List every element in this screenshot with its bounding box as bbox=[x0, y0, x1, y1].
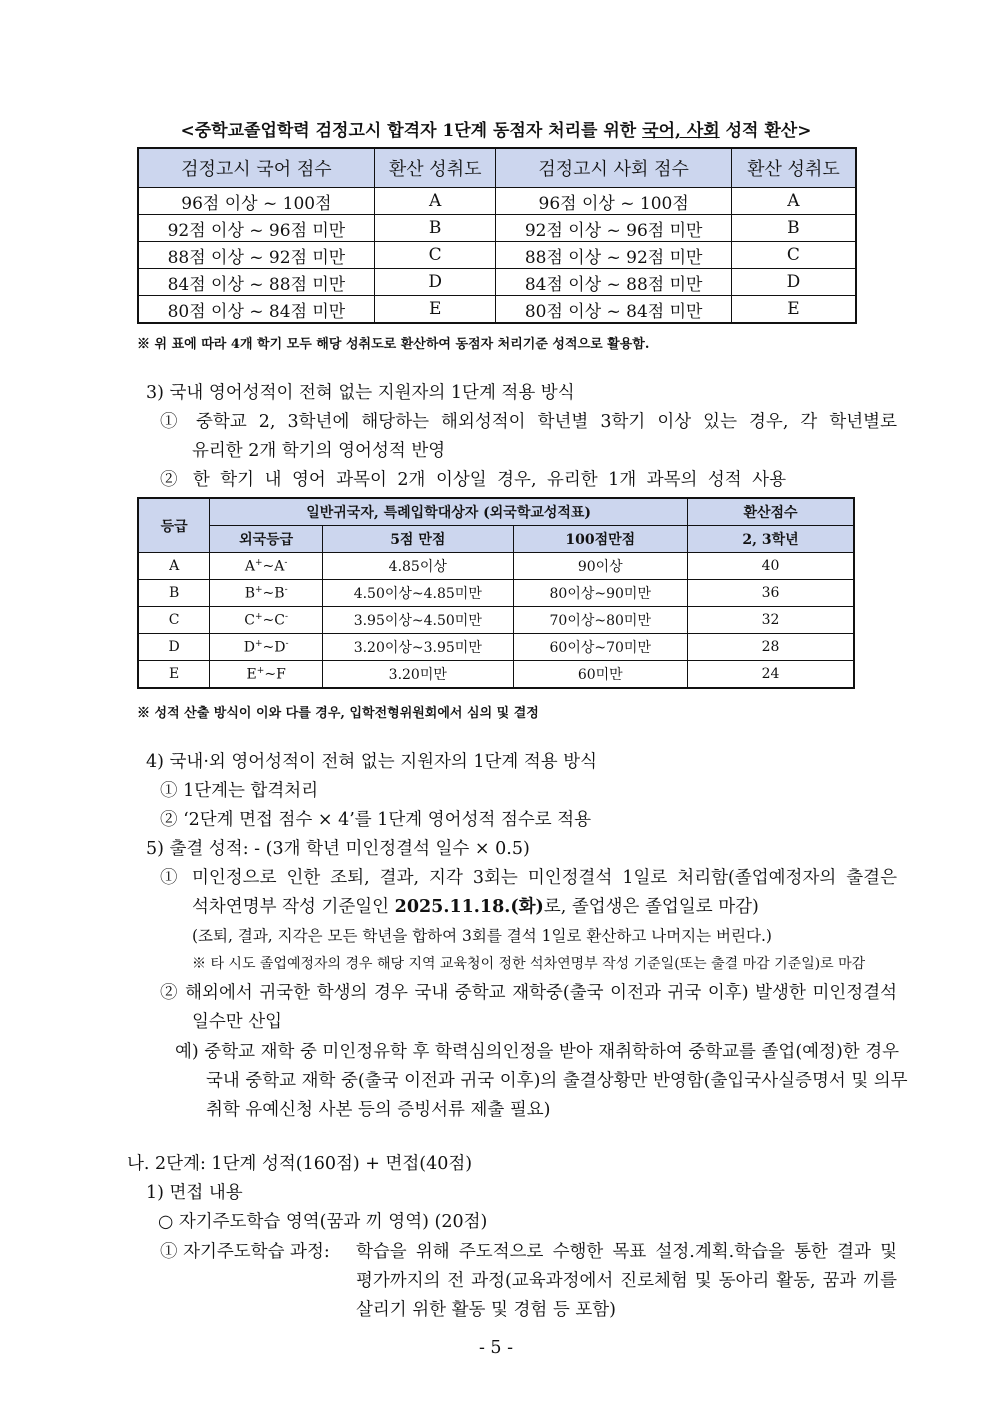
col-header-year: 2, 3학년 bbox=[688, 526, 855, 553]
section5-item1-cont: 석차연명부 작성 기준일인 2025.11.18.(화)로, 졸업생은 졸업일로 마감) bbox=[192, 897, 759, 917]
table-row bbox=[138, 269, 856, 296]
table-cell: D bbox=[731, 269, 856, 296]
table-cell: E+~F bbox=[210, 661, 323, 689]
table-cell: 84점 이상 ~ 88점 미만 bbox=[496, 269, 731, 296]
table-cell: 3.95이상~4.50미만 bbox=[323, 607, 513, 634]
section5-heading: 5) 출결 성적: - (3개 학년 미인정결석 일수 × 0.5) bbox=[146, 839, 530, 859]
table-cell: B bbox=[731, 215, 856, 242]
col-header-grade: 등급 bbox=[138, 498, 210, 553]
table-row bbox=[138, 188, 856, 215]
section3-item1: ① 중학교 2, 3학년에 해당하는 해외성적이 학년별 3학기 이상 있는 경우, 각 학년별로 bbox=[160, 412, 897, 432]
table-cell: 60이상~70미만 bbox=[513, 634, 687, 661]
page-number: - 5 - bbox=[478, 1338, 514, 1358]
table-cell: 96점 이상 ~ 100점 bbox=[496, 188, 731, 215]
table-cell: 96점 이상 ~ 100점 bbox=[138, 188, 374, 215]
table-row bbox=[138, 215, 856, 242]
col-header: 검정고시 국어 점수 bbox=[138, 148, 374, 188]
table2-note: ※ 성적 산출 방식이 이와 다를 경우, 입학전형위원회에서 심의 및 결정 bbox=[137, 706, 539, 721]
table-cell: A bbox=[374, 188, 496, 215]
section5-example-cont2: 취학 유예신청 사본 등의 증빙서류 제출 필요) bbox=[206, 1100, 551, 1120]
table-cell: 4.50이상~4.85미만 bbox=[323, 580, 513, 607]
table-cell: 36 bbox=[688, 580, 855, 607]
table-cell: 40 bbox=[688, 553, 855, 580]
table-cell: A bbox=[138, 553, 210, 580]
section3-item1-cont: 유리한 2개 학기의 영어성적 반영 bbox=[192, 441, 446, 461]
section5-item1: ① 미인정으로 인한 조퇴, 결과, 지각 3회는 미인정결석 1일로 처리함(졸업예정자의 출결은 bbox=[160, 868, 897, 888]
col-header: 환산 성취도 bbox=[731, 148, 856, 188]
col-header-group: 일반귀국자, 특례입학대상자 (외국학교성적표) bbox=[210, 498, 688, 526]
section5-item1-note: ※ 타 시도 졸업예정자의 경우 해당 지역 교육청이 정한 석차연명부 작성 기준일(또는 출결 마감 기준일)로 마감 bbox=[192, 956, 866, 972]
section5-example-cont1: 국내 중학교 재학 중(출국 이전과 귀국 이후)의 출결상황만 반영함(출입국사실증명서 및 의무 bbox=[206, 1071, 908, 1091]
table-cell: A bbox=[731, 188, 856, 215]
table-cell: 88점 이상 ~ 92점 미만 bbox=[138, 242, 374, 269]
table-cell: 60미만 bbox=[513, 661, 687, 689]
section-na-item1-line2: 평가까지의 전 과정(교육과정에서 진로체험 및 동아리 활동, 꿈과 끼를 bbox=[356, 1271, 897, 1291]
col-header-foreign: 외국등급 bbox=[210, 526, 323, 553]
table-row bbox=[138, 242, 856, 269]
section3-item2: ② 한 학기 내 영어 과목이 2개 이상일 경우, 유리한 1개 과목의 성적 사용 bbox=[160, 470, 786, 490]
table-row bbox=[138, 634, 854, 661]
table-cell: C+~C- bbox=[210, 607, 323, 634]
table-cell: A+~A- bbox=[210, 553, 323, 580]
col-header: 검정고시 사회 점수 bbox=[496, 148, 731, 188]
foreign-grade-table bbox=[137, 497, 855, 689]
table-cell: B bbox=[374, 215, 496, 242]
section-na-heading: 나. 2단계: 1단계 성적(160점) + 면접(40점) bbox=[127, 1154, 473, 1174]
section-na-item1-label: ① 자기주도학습 과정: bbox=[160, 1242, 330, 1262]
section-na-item1-line3: 살리기 위한 활동 및 경험 등 포함) bbox=[356, 1300, 616, 1320]
table-cell: 92점 이상 ~ 96점 미만 bbox=[138, 215, 374, 242]
table-row bbox=[138, 296, 856, 324]
table-cell: D bbox=[138, 634, 210, 661]
section4-item1: ① 1단계는 합격처리 bbox=[160, 781, 319, 801]
table-cell: C bbox=[731, 242, 856, 269]
table-row bbox=[138, 607, 854, 634]
table-cell: 3.20이상~3.95미만 bbox=[323, 634, 513, 661]
section-na-sub1: 1) 면접 내용 bbox=[146, 1183, 243, 1203]
table-cell: 70이상~80미만 bbox=[513, 607, 687, 634]
table-cell: 80점 이상 ~ 84점 미만 bbox=[138, 296, 374, 324]
table-cell: C bbox=[138, 607, 210, 634]
ged-conversion-table bbox=[137, 147, 857, 324]
table-cell: E bbox=[374, 296, 496, 324]
table-cell: 90이상 bbox=[513, 553, 687, 580]
table-cell: D bbox=[374, 269, 496, 296]
section-na-item1-line1: 학습을 위해 주도적으로 수행한 목표 설정.계획.학습을 통한 결과 및 bbox=[356, 1242, 897, 1262]
col-header: 환산 성취도 bbox=[374, 148, 496, 188]
table-cell: 84점 이상 ~ 88점 미만 bbox=[138, 269, 374, 296]
table-cell: C bbox=[374, 242, 496, 269]
table-cell: 24 bbox=[688, 661, 855, 689]
table-cell: 28 bbox=[688, 634, 855, 661]
section5-item2: ② 해외에서 귀국한 학생의 경우 국내 중학교 재학중(출국 이전과 귀국 이후) 발생한 미인정결석 bbox=[160, 983, 897, 1003]
table-cell: 92점 이상 ~ 96점 미만 bbox=[496, 215, 731, 242]
table-cell: 32 bbox=[688, 607, 855, 634]
col-header-100pt: 100점만점 bbox=[513, 526, 687, 553]
table1-note: ※ 위 표에 따라 4개 학기 모두 해당 성취도로 환산하여 동점자 처리기준 성적으로 활용함. bbox=[137, 337, 650, 352]
table-cell: 3.20미만 bbox=[323, 661, 513, 689]
section5-item1-paren: (조퇴, 결과, 지각은 모든 학년을 합하여 3회를 결석 1일로 환산하고 나머지는 버린다.) bbox=[192, 927, 772, 945]
table-row bbox=[138, 553, 854, 580]
table-row bbox=[138, 661, 854, 689]
section-na-circle: ○ 자기주도학습 영역(꿈과 끼 영역) (20점) bbox=[158, 1212, 488, 1232]
table-cell: D+~D- bbox=[210, 634, 323, 661]
table-header-row bbox=[138, 148, 856, 188]
table-cell: 4.85이상 bbox=[323, 553, 513, 580]
col-header-score: 환산점수 bbox=[688, 498, 855, 526]
section3-heading: 3) 국내 영어성적이 전혀 없는 지원자의 1단계 적용 방식 bbox=[146, 383, 575, 403]
table-subheader-row bbox=[138, 526, 854, 553]
table-row bbox=[138, 580, 854, 607]
table-cell: 80이상~90미만 bbox=[513, 580, 687, 607]
col-header-5pt: 5점 만점 bbox=[323, 526, 513, 553]
section5-example: 예) 중학교 재학 중 미인정유학 후 학력심의인정을 받아 재취학하여 중학교를 졸업(예정)한 경우 bbox=[175, 1042, 900, 1062]
table1-title: <중학교졸업학력 검정고시 합격자 1단계 동점자 처리를 위한 국어, 사회 성적 환산> bbox=[180, 121, 812, 141]
table-header-row bbox=[138, 498, 854, 526]
section4-heading: 4) 국내·외 영어성적이 전혀 없는 지원자의 1단계 적용 방식 bbox=[146, 752, 598, 772]
section5-item2-cont: 일수만 산입 bbox=[192, 1012, 283, 1032]
table-cell: B+~B- bbox=[210, 580, 323, 607]
table-cell: E bbox=[731, 296, 856, 324]
table-cell: 80점 이상 ~ 84점 미만 bbox=[496, 296, 731, 324]
table-cell: B bbox=[138, 580, 210, 607]
table-cell: E bbox=[138, 661, 210, 689]
table-cell: 88점 이상 ~ 92점 미만 bbox=[496, 242, 731, 269]
section4-item2: ② ‘2단계 면접 점수 × 4’를 1단계 영어성적 점수로 적용 bbox=[160, 810, 592, 830]
